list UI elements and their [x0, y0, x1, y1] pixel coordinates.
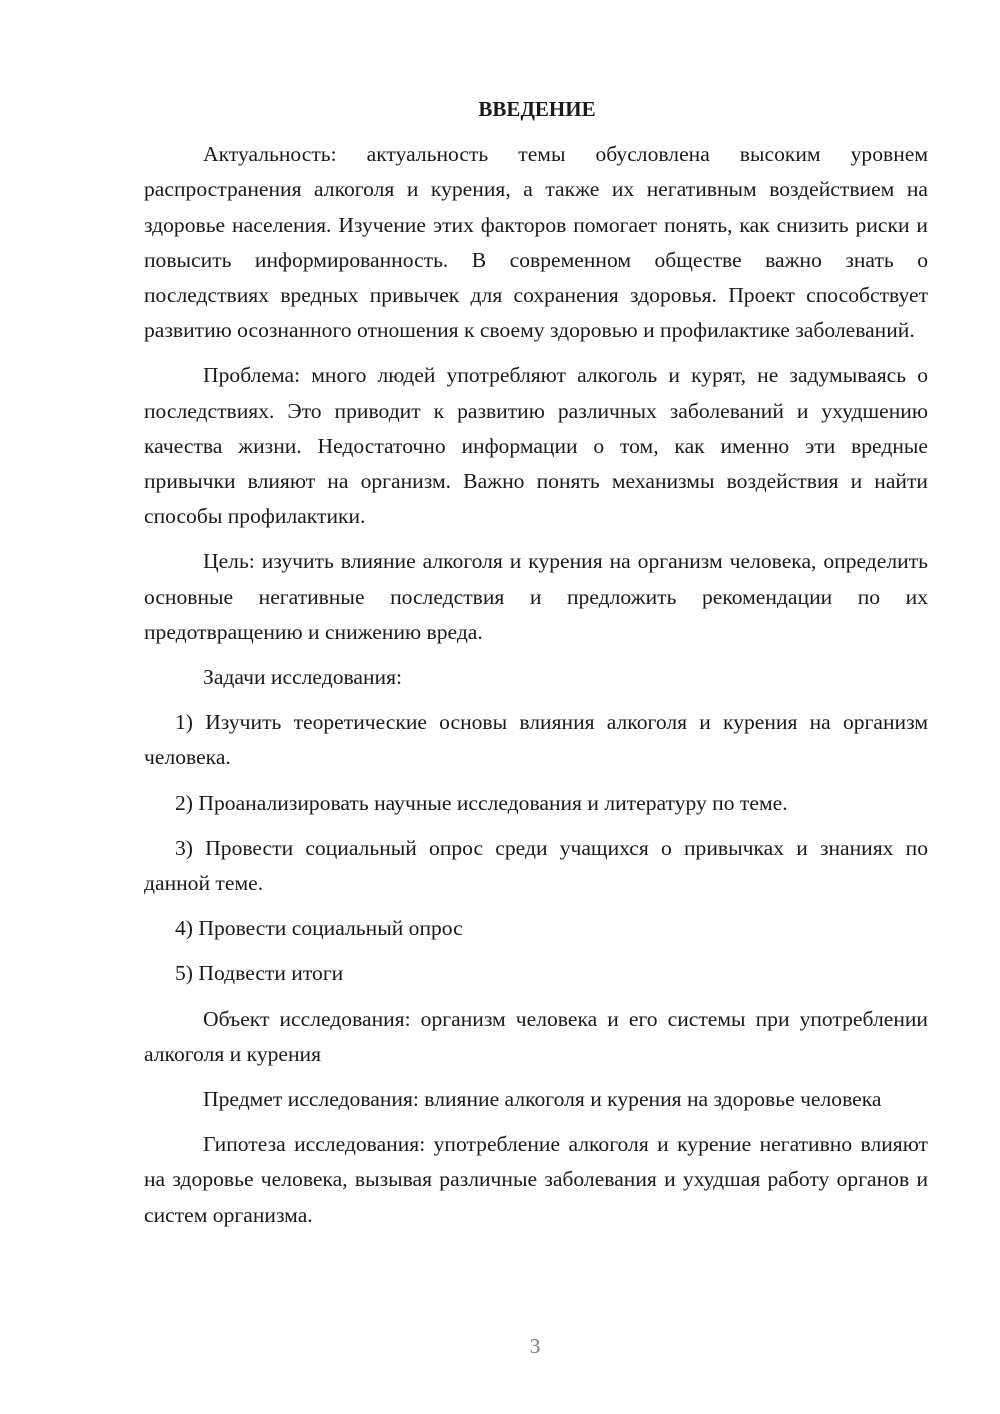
- task-item-1: 1) Изучить теоретические основы влияния алкоголя и курения на организм человека.: [144, 710, 928, 770]
- paragraph-goal: Цель: изучить влияние алкоголя и курения на организм человека, определить основные негативные последствия и предложить рекомендации по их предотвращению и снижению вреда.: [144, 549, 928, 644]
- section-title: ВВЕДЕНИЕ: [478, 97, 596, 121]
- document-page: [144, 92, 928, 1243]
- paragraph-relevance: Актуальность: актуальность темы обусловлена высоким уровнем распространения алкоголя и курения, а также их негативным воздействием на здоровье населения. Изучение этих факторов помогает понять, как снизить риски и повысить информированность. В современном обществе важно знать о последствиях вредных привычек для сохранения здоровья. Проект способствует развитию осознанного отношения к своему здоровью и профилактике заболеваний.: [144, 142, 928, 343]
- paragraph-hypothesis: Гипотеза исследования: употребление алкоголя и курение негативно влияют на здоровье человека, вызывая различные заболевания и ухудшая работу органов и систем организма.: [144, 1132, 928, 1227]
- task-item-3: 3) Провести социальный опрос среди учащихся о привычках и знаниях по данной теме.: [144, 835, 928, 896]
- task-item-5: 5) Подвести итоги: [175, 961, 344, 986]
- paragraph-tasks-heading: Задачи исследования:: [203, 665, 403, 690]
- paragraph-object: Объект исследования: организм человека и его системы при употреблении алкоголя и курения: [144, 1006, 928, 1066]
- page-number: 3: [529, 1334, 541, 1358]
- paragraph-subject: Предмет исследования: влияние алкоголя и курения на здоровье человека: [203, 1087, 882, 1112]
- paragraph-problem: Проблема: много людей употребляют алкоголь и курят, не задумываясь о последствиях. Это приводит к развитию различных заболеваний и ухудшению качества жизни. Недостаточно информации о том, как именно эти вредные привычки влияют на организм. Важно понять механизмы воздействия и найти способы профилактики.: [144, 363, 928, 529]
- task-item-4: 4) Провести социальный опрос: [175, 916, 463, 941]
- task-item-2: 2) Проанализировать научные исследования и литературу по теме.: [175, 790, 788, 815]
